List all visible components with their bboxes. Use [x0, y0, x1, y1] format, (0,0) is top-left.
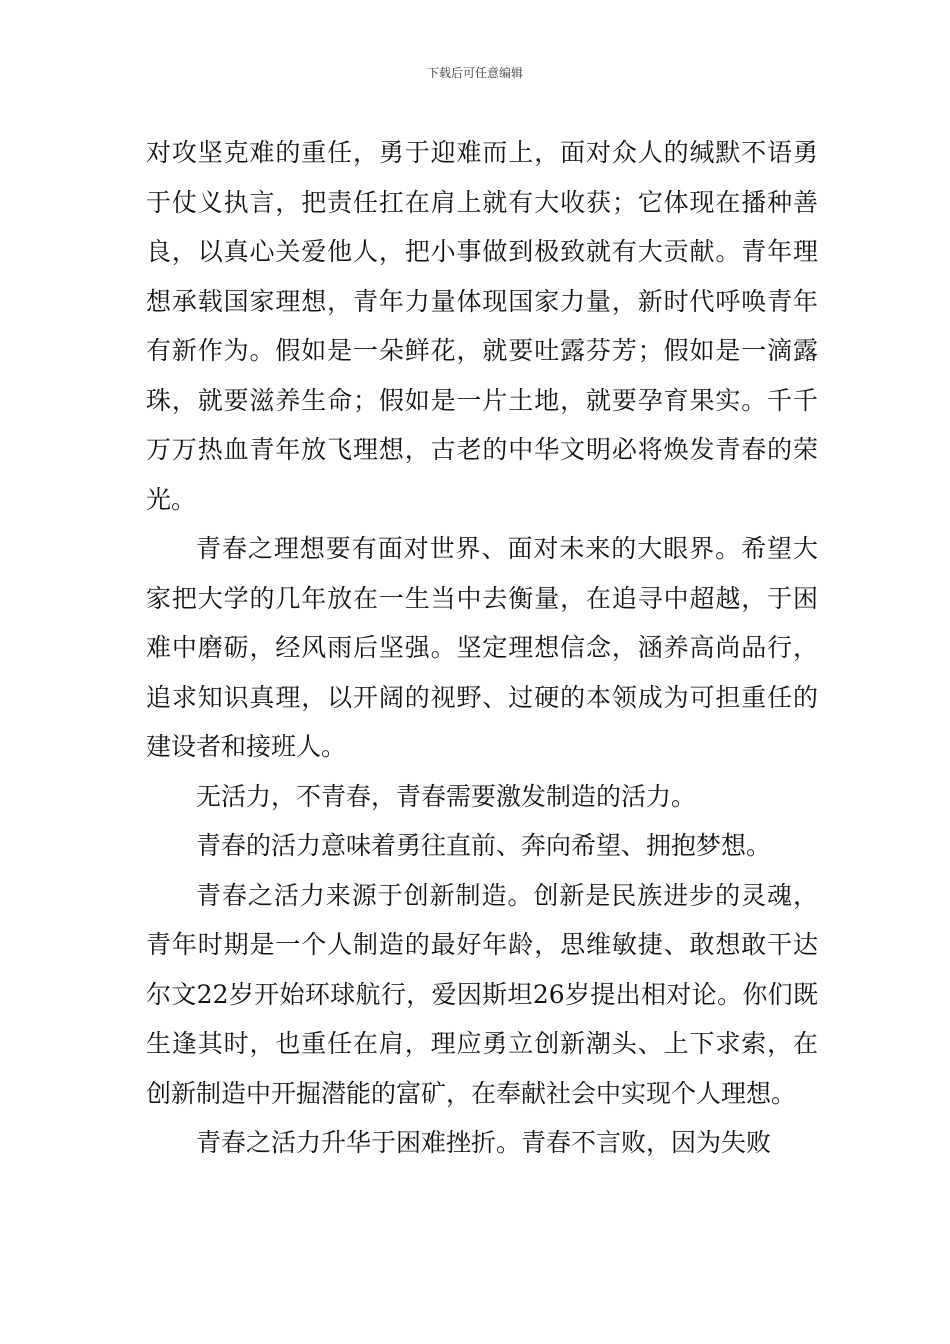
paragraph-4: 青春的活力意味着勇往直前、奔向希望、拥抱梦想。	[196, 831, 772, 860]
document-body	[146, 128, 818, 1168]
paragraph-5: 青春之活力来源于创新制造。创新是民族进步的灵魂，青年时期是一个人制造的最好年龄，思维敏捷、敢想敢干达尔文22岁开始环球航行，爱因斯坦26岁提出相对论。你们既生逢其时，也重任在肩，理应勇立创新潮头、上下求索，在创新制造中开掘潜能的富矿，在奉献社会中实现个人理想。	[146, 880, 818, 1108]
paragraph-6: 青春之活力升华于困难挫折。青春不言败，因为失败	[196, 1128, 772, 1157]
paragraph-3: 无活力，不青春，青春需要激发制造的活力。	[196, 781, 697, 811]
paragraph-2: 青春之理想要有面对世界、面对未来的大眼界。希望大家把大学的几年放在一生当中去衡量，在追寻中超越，于困难中磨砺，经风雨后坚强。坚定理想信念，涵养高尚品行，追求知识真理，以开阔的视野、过硬的本领成为可担重任的建设者和接班人。	[146, 534, 818, 761]
page-header-note: 下载后可任意编辑	[426, 66, 523, 80]
paragraph-1: 对攻坚克难的重任，勇于迎难而上，面对众人的缄默不语勇于仗义执言，把责任扛在肩上就有大收获；它体现在播种善良，以真心关爱他人，把小事做到极致就有大贡献。青年理想承载国家理想，青年力量体现国家力量，新时代呼唤青年有新作为。假如是一朵鲜花，就要吐露芬芳；假如是一滴露珠，就要滋养生命；假如是一片土地，就要孕育果实。千千万万热血青年放飞理想，古老的中华文明必将焕发青春的荣光。	[146, 138, 818, 514]
